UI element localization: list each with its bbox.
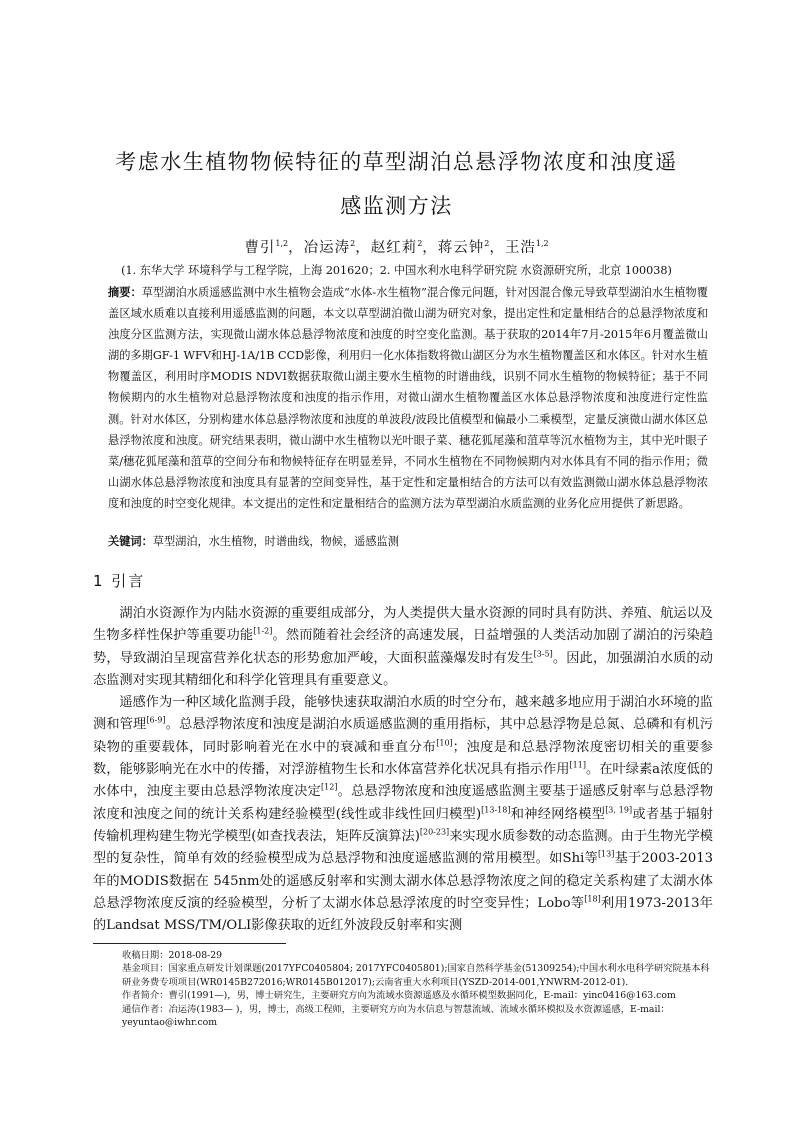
footnote: 基金项目：国家重点研发计划课题(2017YFC0405804; 2017YFC0405801);国家自然科学基金(51309254);中国水利水电科学研究院基本科研业务费专项项目(WR0145B272016;WR0145B012017);云南省重大水利项目(YSZD-2014-001,YNWRM-2012-01). xyxy=(122,963,710,988)
author-affiliation-mark: 2 xyxy=(484,239,490,249)
author-affiliation-mark: 2 xyxy=(417,239,423,249)
paragraph-text: 。总悬浮物浓度和浊度遥感监测主要基于遥感反射率与总悬浮物浓度和浊度之间的统计关系构建经验模型(线性或非线性回归模型) xyxy=(93,784,714,822)
paragraph-text: 湖泊水资源作为内陆水资源的重要组成部分，为人类提供大量水资源的同时具有防洪、养殖、航运以及生物多样性保护等重要功能 xyxy=(93,606,713,644)
abstract-label: 摘要： xyxy=(108,286,142,299)
paragraph-text: 。然而随着社会经济的高速发展，日益增强的人类活动加剧了湖泊的污染趋势，导致湖泊呈现富营养化状态的形势愈加严峻，大面积蓝藻爆发时有发生 xyxy=(93,628,713,666)
author-separator: ， xyxy=(288,240,304,256)
keywords-label: 关键词： xyxy=(108,535,153,548)
footnote-divider xyxy=(93,943,286,944)
affiliations: (1. 东华大学 环境科学与工程学院，上海 201620；2. 中国水利水电科学研究院 水资源研究所，北京 100038) xyxy=(121,264,672,277)
citation-mark: [1-2] xyxy=(253,626,273,636)
author-name: 王浩 xyxy=(504,240,536,256)
author-name: 冶运涛 xyxy=(303,240,351,256)
title-line-1: 考虑水生植物物候特征的草型湖泊总悬浮物浓度和浊度遥 xyxy=(115,150,678,174)
abstract-text: 草型湖泊水质遥感监测中水生植物会造成“水体-水生植物”混合像元问题，针对因混合像元导致草型湖泊水生植物覆盖区域水质难以直接利用遥感监测的问题，本文以草型湖泊微山湖为研究对象，提出定性和定量相结合的总悬浮物浓度和浊度分区监测方法，实现微山湖水体总悬浮物浓度和浊度的时空变化监测。基于获取的2014年7月-2015年6月覆盖微山湖的多期GF-1 WFV和HJ-1A/1B CCD影像，利用归一化水体指数将微山湖区分为水生植物覆盖区和水体区。针对水生植物覆盖区，利用时序MODIS NDVI数据获取微山湖主要水生植物的时谱曲线，识别不同水生植物的物候特征；基于不同物候期内的水生植物对总悬浮物浓度和浊度的指示作用，对微山湖水生植物覆盖区水体总悬浮物浓度和浊度进行定性监测。针对水体区，分别构建水体总悬浮物浓度和浊度的单波段/波段比值模型和偏最小二乘模型，定量反演微山湖水体区总悬浮物浓度和浊度。研究结果表明，微山湖中水生植物以光叶眼子菜、穗花狐尾藻和菹草等沉水植物为主，其中光叶眼子菜/穗花狐尾藻和菹草的空间分布和物候特征存在明显差异，不同水生植物在不同物候期内对水体具有不同的指示作用；微山湖水体总悬浮物浓度和浊度具有显著的空间变异性，基于定性和定量相结合的方法可以有效监测微山湖水体总悬浮物浓度和浊度的时空变化规律。本文提出的定性和定量相结合的监测方法为草型湖泊水质监测的业务化应用提供了新思路。 xyxy=(108,286,708,510)
paragraph-text: 。总悬浮物浓度和浊度是湖泊水质遥感监测的重用指标，其中总悬浮物是总氮、总磷和有机污染物的重要载体，同时影响着光在水中的衰减和垂直分布 xyxy=(93,717,714,755)
author-name: 赵红莉 xyxy=(370,240,418,256)
paragraph-text: 遥感作为一种区域化监测手段，能够快速获取湖泊水质的时空分布，越来越多地应用于湖泊水环境的监测和管理 xyxy=(93,695,713,733)
paragraph-text: 基于2003-2013年的MODIS数据在 545nm处的遥感反射率和实测太湖水体总悬浮物浓度之间的稳定关系构建了太湖水体总悬浮物浓度反演的经验模型，分析了太湖水体总悬浮浓度的时空变异性；Lobo等 xyxy=(93,851,713,911)
keywords xyxy=(108,533,708,551)
paragraph-text: ；浊度是和总悬浮物浓度密切相关的重要参数，能够影响光在水中的传播，对浮游植物生长和水体富营养化状况具有指示作用 xyxy=(93,739,713,778)
author-name: 蒋云钟 xyxy=(437,240,485,256)
author-affiliation-mark: 1,2 xyxy=(275,239,289,249)
body-text xyxy=(93,603,713,937)
paper-title xyxy=(80,140,713,228)
paragraph-text: 利用1973-2013年的Landsat MSS/TM/OLI影像获取的近红外波段反射率和实测 xyxy=(93,895,713,934)
paragraph-text: 和神经网络模型 xyxy=(510,806,606,822)
keywords-text: 草型湖泊，水生植物，时谱曲线，物候，遥感监测 xyxy=(152,535,399,548)
footnote: 通信作者：冶运涛(1983— )，男，博士，高级工程师，主要研究方向为水信息与智慧流域、流域水循环模拟及水资源遥感，E-mail：yeyuntao@iwhr.com xyxy=(122,1003,670,1029)
citation-mark: [13-18] xyxy=(481,805,511,815)
citation-mark: [6-9] xyxy=(146,716,166,726)
citation-mark: [3-5] xyxy=(533,649,553,659)
author-list xyxy=(80,236,713,257)
body-paragraph xyxy=(93,692,713,937)
footnote: 收稿日期：2018-08-29 xyxy=(122,950,223,961)
citation-mark: [20-23] xyxy=(419,827,450,837)
paragraph-text: 。在叶绿素a浓度低的水体中，浊度主要由总悬浮物浓度决定 xyxy=(93,762,713,800)
abstract xyxy=(108,282,708,514)
section-heading: 1 引言 xyxy=(93,572,146,590)
citation-mark: [11] xyxy=(569,760,586,770)
author-separator: ， xyxy=(489,240,505,256)
citation-mark: [13] xyxy=(597,849,615,859)
citation-mark: [10] xyxy=(436,738,453,748)
author-separator: ， xyxy=(355,240,371,256)
author-separator: ， xyxy=(422,240,438,256)
author-affiliation-mark: 1,2 xyxy=(535,239,549,249)
paragraph-text: 或者基于辐射传输机理构建生物光学模型(如查找表法，矩阵反演算法) xyxy=(93,806,714,844)
paragraph-text: 。因此，加强湖泊水质的动态监测对实现其精细化和科学化管理具有重要意义。 xyxy=(93,650,713,688)
title-line-2: 感监测方法 xyxy=(340,194,453,218)
citation-mark: [18] xyxy=(584,894,601,904)
body-paragraph xyxy=(93,603,713,692)
author-name: 曹引 xyxy=(244,240,276,256)
citation-mark: [3, 19] xyxy=(605,805,633,815)
footnote: 作者简介：曹引(1991—)，男，博士研究生，主要研究方向为流域水资源遥感及水循环模型数据同化，E-mail：yinc0416@163.com xyxy=(122,990,676,1002)
author-affiliation-mark: 2 xyxy=(350,239,356,249)
paragraph-text: 来实现水质参数的动态监测。由于生物光学模型的复杂性，简单有效的经验模型成为总悬浮物和浊度遥感监测的常用模型。如Shi等 xyxy=(93,828,713,867)
citation-mark: [12] xyxy=(321,782,338,792)
footnotes xyxy=(122,949,714,1029)
